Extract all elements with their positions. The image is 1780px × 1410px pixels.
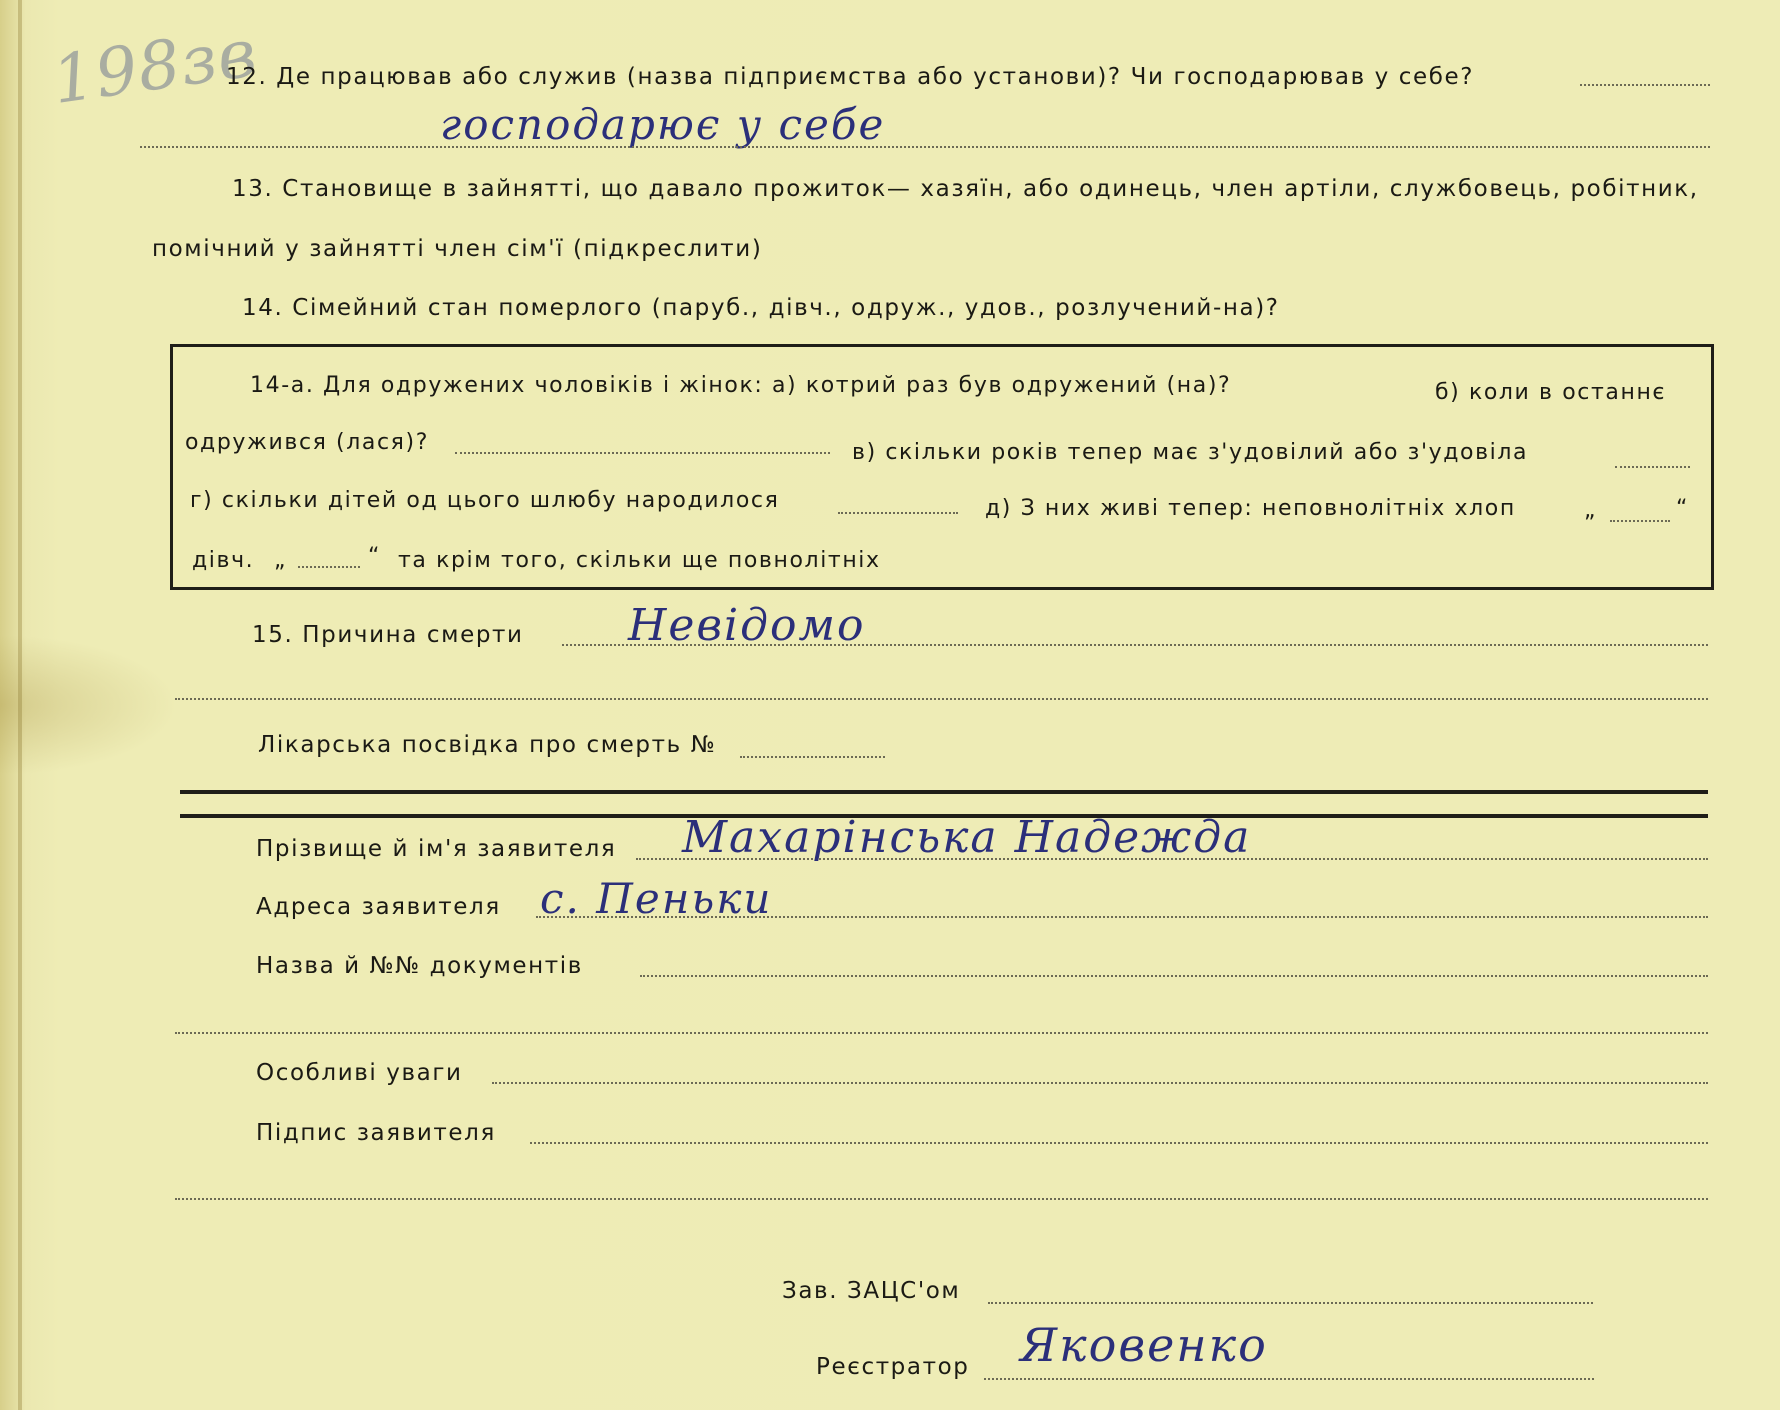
applicant-name-label: Прізвище й ім'я заявителя bbox=[256, 836, 617, 862]
documents-dots bbox=[640, 975, 1708, 977]
q14a-quote-open: „ bbox=[1584, 498, 1597, 523]
applicant-name-handwritten: Махарінська Надежда bbox=[682, 812, 1252, 863]
q14a-d-dots bbox=[1610, 520, 1670, 522]
q14-label: 14. Сімейний стан померлого (паруб., дівч., одруж., удов., розлучений-на)? bbox=[242, 295, 1280, 321]
q15-label: 15. Причина смерти bbox=[252, 622, 524, 648]
q15-second-line bbox=[175, 698, 1708, 700]
notes-label: Особливі уваги bbox=[256, 1060, 463, 1086]
registrar-dots bbox=[984, 1378, 1594, 1380]
applicant-address-label: Адреса заявителя bbox=[256, 894, 501, 920]
double-rule-top bbox=[180, 790, 1708, 794]
head-zags-label: Зав. ЗАЦС'ом bbox=[782, 1278, 961, 1304]
signature-second-line bbox=[175, 1198, 1708, 1200]
q14a-divch-label: дівч. bbox=[192, 548, 255, 573]
q14a-line-g: г) скільки дітей од цього шлюбу народилося bbox=[190, 488, 780, 513]
q13-line2: помічний у зайнятті член сім'ї (підкреслити) bbox=[152, 236, 763, 262]
q14a-married-dots bbox=[455, 452, 830, 454]
medical-cert-label: Лікарська посвідка про смерть № bbox=[258, 732, 717, 758]
documents-label: Назва й №№ документів bbox=[256, 953, 583, 979]
applicant-address-handwritten: с. Пеньки bbox=[540, 874, 773, 923]
q12-handwritten-answer: господарює у себе bbox=[440, 100, 886, 149]
documents-second-line bbox=[175, 1032, 1708, 1034]
q14a-quote-close: “ bbox=[1676, 496, 1689, 521]
pencil-archive-note: 198зв bbox=[47, 14, 262, 119]
q13-line1: 13. Становище в зайнятті, що давало прожиток— хазяїн, або одинець, член артіли, службовець, робітник, bbox=[232, 176, 1699, 202]
head-zags-dots bbox=[988, 1302, 1593, 1304]
registrar-signature: Яковенко bbox=[1020, 1318, 1268, 1372]
q14a-line-v: в) скільки років тепер має з'удовілий або з'удовіла bbox=[852, 440, 1529, 465]
q14a-adult-label: та крім того, скільки ще повнолітніх bbox=[398, 548, 881, 573]
q12-answer-line bbox=[140, 146, 1710, 148]
q15-handwritten-answer: Невідомо bbox=[628, 600, 866, 651]
q14a-married-label: одружився (лася)? bbox=[185, 430, 429, 455]
signature-dots bbox=[530, 1142, 1708, 1144]
q14a-divch-dots bbox=[298, 566, 360, 568]
signature-label: Підпис заявителя bbox=[256, 1120, 496, 1146]
q14a-g-dots bbox=[838, 512, 958, 514]
q14a-divch-quote-open: „ bbox=[274, 548, 287, 573]
q12-label: 12. Де працював або служив (назва підприємства або установи)? Чи господарював у себе? bbox=[226, 64, 1475, 90]
page-fold-shadow bbox=[18, 0, 22, 1410]
notes-dots bbox=[492, 1082, 1708, 1084]
q14a-divch-quote-close: “ bbox=[368, 544, 381, 569]
q14a-line-d: д) З них живі тепер: неповнолітніх хлоп bbox=[985, 496, 1516, 521]
q12-dotted-line bbox=[1580, 84, 1710, 86]
medical-cert-dots bbox=[740, 756, 885, 758]
registrar-label: Реєстратор bbox=[816, 1354, 970, 1380]
q14a-line-a: 14-а. Для одружених чоловіків і жінок: а) котрий раз був одружений (на)? bbox=[250, 373, 1232, 398]
q14a-v-dots bbox=[1615, 466, 1690, 468]
q14a-line-b: б) коли в останнє bbox=[1435, 380, 1667, 405]
